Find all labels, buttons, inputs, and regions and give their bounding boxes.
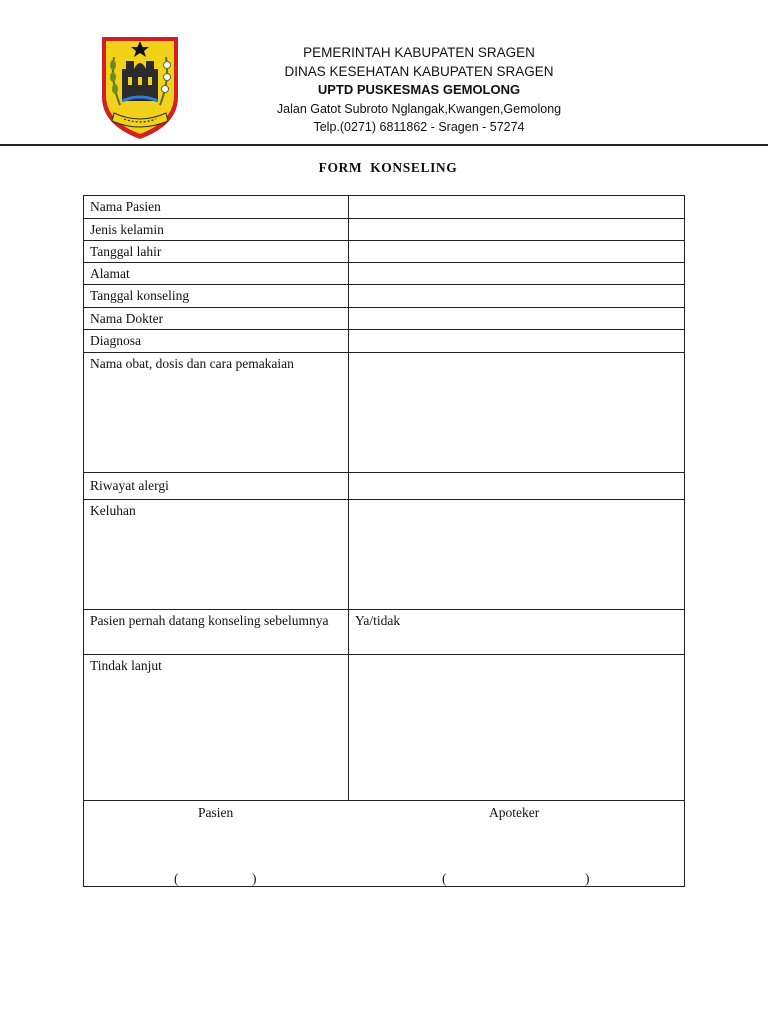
form-row xyxy=(84,473,685,500)
signature-close-paren-pasien: ) xyxy=(252,871,257,886)
field-nama-dokter[interactable] xyxy=(349,308,685,330)
building-icon xyxy=(122,61,158,101)
form-row xyxy=(84,285,685,308)
row-label-diagnosa: Diagnosa xyxy=(84,330,349,353)
row-label-nama-dokter: Nama Dokter xyxy=(84,308,349,330)
kabupaten-sragen-logo xyxy=(100,35,180,141)
form-row xyxy=(84,241,685,263)
field-alamat[interactable] xyxy=(349,263,685,285)
signature-title-apoteker: Apoteker xyxy=(489,805,540,820)
form-title: FORM KONSELING xyxy=(318,160,458,175)
form-row xyxy=(84,655,685,801)
form-row xyxy=(84,219,685,241)
row-label-keluhan: Keluhan xyxy=(84,500,349,610)
form-row xyxy=(84,610,685,655)
header-address: Jalan Gatot Subroto Nglangak,Kwangen,Gemolong xyxy=(276,101,562,116)
signature-row xyxy=(84,801,685,887)
signature-close-paren-apoteker: ) xyxy=(585,871,590,886)
row-label-nama-pasien: Nama Pasien xyxy=(84,196,349,219)
row-label-alamat: Alamat xyxy=(84,263,349,285)
header-divider xyxy=(0,144,768,146)
form-row xyxy=(84,330,685,353)
row-label-riwayat-alergi: Riwayat alergi xyxy=(84,473,349,500)
field-keluhan[interactable] xyxy=(349,500,685,610)
header-government: PEMERINTAH KABUPATEN SRAGEN xyxy=(303,45,535,60)
field-tindak-lanjut[interactable] xyxy=(349,655,685,801)
row-label-tanggal-lahir: Tanggal lahir xyxy=(84,241,349,263)
form-row xyxy=(84,500,685,610)
field-nama-obat[interactable] xyxy=(349,353,685,473)
field-pernah-konseling[interactable]: Ya/tidak xyxy=(349,610,685,655)
signature-title-pasien: Pasien xyxy=(198,805,234,820)
header-department: DINAS KESEHATAN KABUPATEN SRAGEN xyxy=(284,63,554,79)
signature-open-paren-apoteker: ( xyxy=(442,871,447,886)
field-nama-pasien[interactable] xyxy=(349,196,685,219)
field-tanggal-konseling[interactable] xyxy=(349,285,685,308)
form-row xyxy=(84,353,685,473)
signature-open-paren-pasien: ( xyxy=(174,871,179,886)
signature-cell xyxy=(84,801,685,887)
field-tanggal-lahir[interactable] xyxy=(349,241,685,263)
form-row xyxy=(84,196,685,219)
letterhead xyxy=(230,44,608,137)
counseling-form-table xyxy=(83,195,685,887)
header-institution: UPTD PUSKESMAS GEMOLONG xyxy=(317,82,521,97)
form-row xyxy=(84,308,685,330)
header-phone: Telp.(0271) 6811862 - Sragen - 57274 xyxy=(313,120,525,134)
row-label-tanggal-konseling: Tanggal konseling xyxy=(84,285,349,308)
row-label-pernah-konseling: Pasien pernah datang konseling sebelumnya xyxy=(84,610,349,655)
row-label-tindak-lanjut: Tindak lanjut xyxy=(84,655,349,801)
field-jenis-kelamin[interactable] xyxy=(349,219,685,241)
field-diagnosa[interactable] xyxy=(349,330,685,353)
field-riwayat-alergi[interactable] xyxy=(349,473,685,500)
row-label-jenis-kelamin: Jenis kelamin xyxy=(84,219,349,241)
form-row xyxy=(84,263,685,285)
row-label-nama-obat: Nama obat, dosis dan cara pemakaian xyxy=(84,353,349,473)
